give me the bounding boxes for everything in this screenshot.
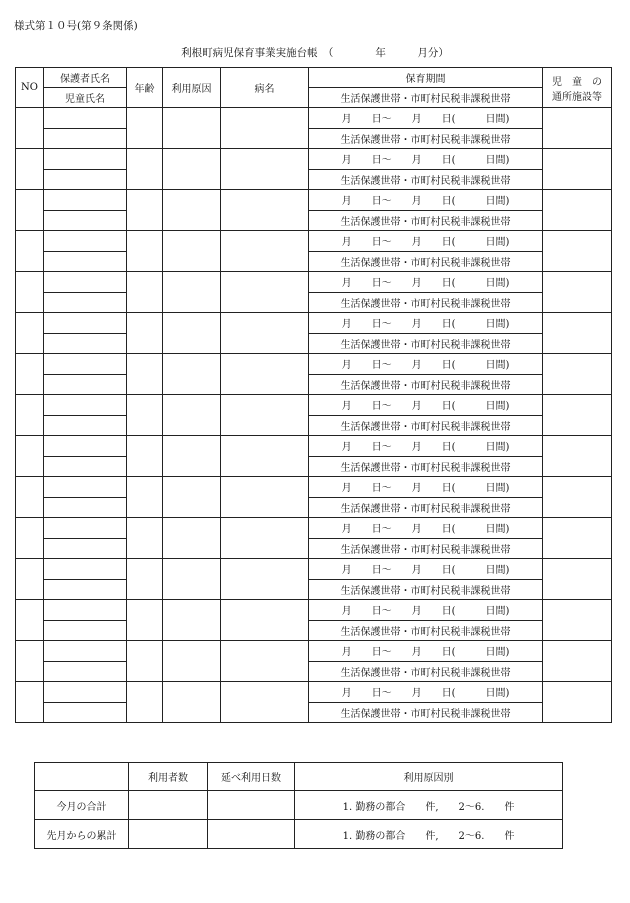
facility-cell[interactable] — [543, 395, 612, 436]
period-cell: 月 日～ 月 日( 日間) — [309, 313, 543, 334]
disease-cell[interactable] — [221, 600, 309, 641]
table-row — [16, 108, 612, 129]
register-table — [15, 67, 612, 723]
guardian-name-cell[interactable] — [44, 272, 127, 293]
no-cell[interactable] — [16, 518, 44, 559]
period-cell: 月 日～ 月 日( 日間) — [309, 641, 543, 662]
disease-cell[interactable] — [221, 641, 309, 682]
disease-cell[interactable] — [221, 436, 309, 477]
age-cell[interactable] — [127, 108, 163, 149]
facility-cell[interactable] — [543, 231, 612, 272]
household-cell: 生活保護世帯・市町村民税非課税世帯 — [309, 456, 543, 477]
age-cell[interactable] — [127, 272, 163, 313]
age-cell[interactable] — [127, 682, 163, 723]
household-cell: 生活保護世帯・市町村民税非課税世帯 — [309, 415, 543, 436]
child-name-cell[interactable] — [44, 702, 127, 723]
no-cell[interactable] — [16, 600, 44, 641]
age-cell[interactable] — [127, 395, 163, 436]
guardian-name-cell[interactable] — [44, 600, 127, 621]
disease-cell[interactable] — [221, 313, 309, 354]
child-name-cell[interactable] — [44, 415, 127, 436]
guardian-name-cell[interactable] — [44, 231, 127, 252]
guardian-name-cell[interactable] — [44, 395, 127, 416]
guardian-name-cell[interactable] — [44, 149, 127, 170]
period-cell: 月 日～ 月 日( 日間) — [309, 395, 543, 416]
table-row — [16, 210, 612, 231]
household-cell: 生活保護世帯・市町村民税非課税世帯 — [309, 333, 543, 354]
facility-cell[interactable] — [543, 600, 612, 641]
disease-cell[interactable] — [221, 354, 309, 395]
summary-users-cell[interactable] — [129, 820, 208, 849]
disease-cell[interactable] — [221, 108, 309, 149]
no-cell[interactable] — [16, 354, 44, 395]
reason-cell[interactable] — [163, 559, 221, 600]
summary-row-label: 今月の合計 — [35, 791, 129, 820]
age-cell[interactable] — [127, 354, 163, 395]
table-row — [16, 251, 612, 272]
household-cell: 生活保護世帯・市町村民税非課税世帯 — [309, 251, 543, 272]
reason-cell[interactable] — [163, 149, 221, 190]
period-cell: 月 日～ 月 日( 日間) — [309, 149, 543, 170]
header-facility-line2: 通所施設等 — [552, 91, 602, 103]
summary-days-cell[interactable] — [208, 820, 295, 849]
disease-cell[interactable] — [221, 682, 309, 723]
table-row — [16, 682, 612, 703]
period-cell: 月 日～ 月 日( 日間) — [309, 518, 543, 539]
period-cell: 月 日～ 月 日( 日間) — [309, 190, 543, 211]
disease-cell[interactable] — [221, 272, 309, 313]
guardian-name-cell[interactable] — [44, 108, 127, 129]
household-cell: 生活保護世帯・市町村民税非課税世帯 — [309, 210, 543, 231]
no-cell[interactable] — [16, 231, 44, 272]
age-cell[interactable] — [127, 518, 163, 559]
disease-cell[interactable] — [221, 395, 309, 436]
table-row — [16, 231, 612, 252]
no-cell[interactable] — [16, 108, 44, 149]
reason-cell[interactable] — [163, 190, 221, 231]
table-row — [16, 374, 612, 395]
period-cell: 月 日～ 月 日( 日間) — [309, 600, 543, 621]
disease-cell[interactable] — [221, 559, 309, 600]
table-row — [16, 169, 612, 190]
age-cell[interactable] — [127, 641, 163, 682]
period-cell: 月 日～ 月 日( 日間) — [309, 354, 543, 375]
household-cell: 生活保護世帯・市町村民税非課税世帯 — [309, 620, 543, 641]
child-name-cell[interactable] — [44, 538, 127, 559]
reason-cell[interactable] — [163, 272, 221, 313]
table-row — [16, 313, 612, 334]
no-cell[interactable] — [16, 559, 44, 600]
table-row — [16, 497, 612, 518]
reason-cell[interactable] — [163, 313, 221, 354]
reason-cell[interactable] — [163, 395, 221, 436]
summary-table — [34, 762, 563, 849]
table-row — [16, 333, 612, 354]
age-cell[interactable] — [127, 149, 163, 190]
period-cell: 月 日～ 月 日( 日間) — [309, 682, 543, 703]
form-number: 様式第１０号(第９条関係) — [14, 20, 138, 32]
child-name-cell[interactable] — [44, 374, 127, 395]
child-name-cell[interactable] — [44, 169, 127, 190]
disease-cell[interactable] — [221, 149, 309, 190]
disease-cell[interactable] — [221, 190, 309, 231]
facility-cell[interactable] — [543, 190, 612, 231]
guardian-name-cell[interactable] — [44, 641, 127, 662]
guardian-name-cell[interactable] — [44, 436, 127, 457]
table-row — [16, 538, 612, 559]
disease-cell[interactable] — [221, 231, 309, 272]
child-name-cell[interactable] — [44, 661, 127, 682]
child-name-cell[interactable] — [44, 292, 127, 313]
table-row — [16, 579, 612, 600]
reason-cell[interactable] — [163, 354, 221, 395]
summary-header-users: 利用者数 — [129, 763, 208, 791]
household-cell: 生活保護世帯・市町村民税非課税世帯 — [309, 292, 543, 313]
summary-header-blank — [35, 763, 129, 791]
household-cell: 生活保護世帯・市町村民税非課税世帯 — [309, 128, 543, 149]
no-cell[interactable] — [16, 190, 44, 231]
period-cell: 月 日～ 月 日( 日間) — [309, 108, 543, 129]
child-name-cell[interactable] — [44, 620, 127, 641]
facility-cell[interactable] — [543, 477, 612, 518]
guardian-name-cell[interactable] — [44, 477, 127, 498]
table-row — [16, 395, 612, 416]
page-title: 利根町病児保育事業実施台帳 （ 年 月分） — [181, 47, 449, 59]
table-row — [16, 518, 612, 539]
summary-row-label: 先月からの累計 — [35, 820, 129, 849]
no-cell[interactable] — [16, 149, 44, 190]
guardian-name-cell[interactable] — [44, 682, 127, 703]
summary-reason-text: 1. 勤務の都合 件, 2～6. 件 — [295, 820, 563, 849]
header-disease: 病名 — [221, 68, 309, 108]
header-period: 保育期間 — [309, 68, 543, 88]
household-cell: 生活保護世帯・市町村民税非課税世帯 — [309, 661, 543, 682]
reason-cell[interactable] — [163, 231, 221, 272]
disease-cell[interactable] — [221, 518, 309, 559]
facility-cell[interactable] — [543, 641, 612, 682]
table-row — [16, 661, 612, 682]
reason-cell[interactable] — [163, 682, 221, 723]
table-row — [16, 702, 612, 723]
summary-reason-text: 1. 勤務の都合 件, 2～6. 件 — [295, 791, 563, 820]
no-cell[interactable] — [16, 641, 44, 682]
period-cell: 月 日～ 月 日( 日間) — [309, 477, 543, 498]
period-cell: 月 日～ 月 日( 日間) — [309, 231, 543, 252]
no-cell[interactable] — [16, 395, 44, 436]
household-cell: 生活保護世帯・市町村民税非課税世帯 — [309, 374, 543, 395]
age-cell[interactable] — [127, 436, 163, 477]
table-row — [16, 292, 612, 313]
age-cell[interactable] — [127, 313, 163, 354]
table-row — [16, 415, 612, 436]
table-row — [16, 436, 612, 457]
table-row — [16, 641, 612, 662]
period-cell: 月 日～ 月 日( 日間) — [309, 559, 543, 580]
age-cell[interactable] — [127, 231, 163, 272]
reason-cell[interactable] — [163, 641, 221, 682]
period-cell: 月 日～ 月 日( 日間) — [309, 272, 543, 293]
table-row — [16, 128, 612, 149]
guardian-name-cell[interactable] — [44, 190, 127, 211]
table-row — [16, 272, 612, 293]
period-cell: 月 日～ 月 日( 日間) — [309, 436, 543, 457]
household-cell: 生活保護世帯・市町村民税非課税世帯 — [309, 497, 543, 518]
no-cell[interactable] — [16, 477, 44, 518]
disease-cell[interactable] — [221, 477, 309, 518]
table-row — [16, 620, 612, 641]
table-row — [16, 456, 612, 477]
table-row — [16, 149, 612, 170]
guardian-name-cell[interactable] — [44, 559, 127, 580]
facility-cell[interactable] — [543, 559, 612, 600]
facility-cell[interactable] — [543, 313, 612, 354]
header-household: 生活保護世帯・市町村民税非課税世帯 — [309, 88, 543, 108]
facility-cell[interactable] — [543, 682, 612, 723]
guardian-name-cell[interactable] — [44, 354, 127, 375]
reason-cell[interactable] — [163, 600, 221, 641]
header-no: NO — [16, 68, 44, 108]
table-row — [16, 559, 612, 580]
household-cell: 生活保護世帯・市町村民税非課税世帯 — [309, 169, 543, 190]
facility-cell[interactable] — [543, 108, 612, 149]
no-cell[interactable] — [16, 682, 44, 723]
guardian-name-cell[interactable] — [44, 313, 127, 334]
facility-cell[interactable] — [543, 354, 612, 395]
summary-header-by-reason: 利用原因別 — [295, 763, 563, 791]
child-name-cell[interactable] — [44, 251, 127, 272]
reason-cell[interactable] — [163, 108, 221, 149]
age-cell[interactable] — [127, 559, 163, 600]
child-name-cell[interactable] — [44, 128, 127, 149]
no-cell[interactable] — [16, 436, 44, 477]
no-cell[interactable] — [16, 272, 44, 313]
child-name-cell[interactable] — [44, 456, 127, 477]
header-facility — [543, 68, 612, 108]
guardian-name-cell[interactable] — [44, 518, 127, 539]
header-guardian-name: 保護者氏名 — [44, 68, 127, 88]
table-row — [16, 600, 612, 621]
header-age: 年齢 — [127, 68, 163, 108]
reason-cell[interactable] — [163, 477, 221, 518]
summary-days-cell[interactable] — [208, 791, 295, 820]
facility-cell[interactable] — [543, 518, 612, 559]
age-cell[interactable] — [127, 477, 163, 518]
age-cell[interactable] — [127, 190, 163, 231]
household-cell: 生活保護世帯・市町村民税非課税世帯 — [309, 538, 543, 559]
reason-cell[interactable] — [163, 436, 221, 477]
facility-cell[interactable] — [543, 436, 612, 477]
table-row — [16, 190, 612, 211]
child-name-cell[interactable] — [44, 579, 127, 600]
age-cell[interactable] — [127, 600, 163, 641]
header-facility-line1: 児 童 の — [552, 76, 602, 88]
header-reason: 利用原因 — [163, 68, 221, 108]
no-cell[interactable] — [16, 313, 44, 354]
table-row — [16, 354, 612, 375]
household-cell: 生活保護世帯・市町村民税非課税世帯 — [309, 702, 543, 723]
child-name-cell[interactable] — [44, 333, 127, 354]
summary-users-cell[interactable] — [129, 791, 208, 820]
facility-cell[interactable] — [543, 272, 612, 313]
facility-cell[interactable] — [543, 149, 612, 190]
child-name-cell[interactable] — [44, 210, 127, 231]
household-cell: 生活保護世帯・市町村民税非課税世帯 — [309, 579, 543, 600]
child-name-cell[interactable] — [44, 497, 127, 518]
summary-header-total-days: 延べ利用日数 — [208, 763, 295, 791]
header-child-name: 児童氏名 — [44, 88, 127, 108]
reason-cell[interactable] — [163, 518, 221, 559]
table-row — [16, 477, 612, 498]
